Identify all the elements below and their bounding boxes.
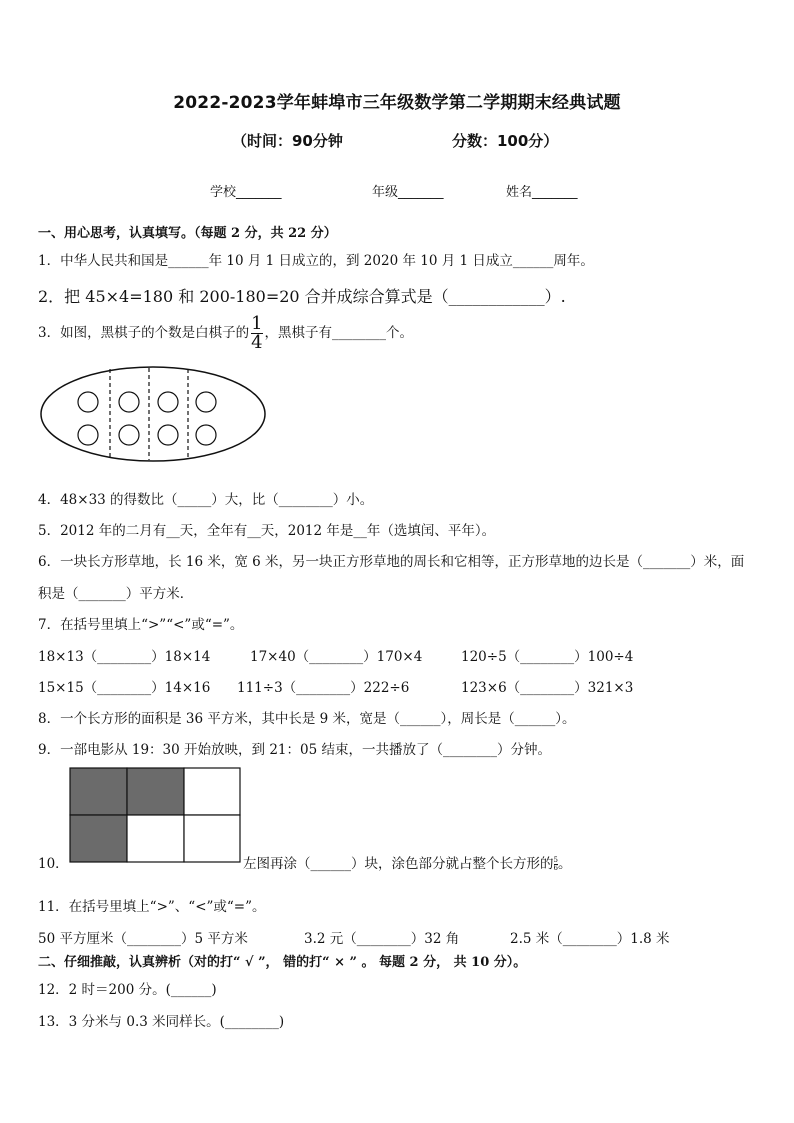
shaded-cell bbox=[127, 768, 184, 815]
rectangle-grid-figure bbox=[69, 767, 241, 863]
question-7: 7．在括号里填上“>”“<”或“=”。 bbox=[38, 617, 244, 633]
question-3 bbox=[38, 315, 413, 352]
compare-item: 120÷5（________）100÷4 bbox=[461, 649, 634, 665]
question-3-text: 3．如图，黑棋子的个数是白棋子的 bbox=[38, 325, 250, 341]
question-2: 2．把 45×4=180 和 200-180=20 合并成综合算式是（____________）. bbox=[38, 287, 566, 306]
grade-field: 年级_______ bbox=[372, 185, 444, 200]
question-6-line-1: 6．一块长方形草地，长 16 米，宽 6 米，另一块正方形草地的周长和它相等，正方形草地的边长是（_______）米，面 bbox=[38, 554, 745, 570]
question-3-blank: ，黑棋子有________个。 bbox=[264, 325, 414, 341]
question-13: 13．3 分米与 0.3 米同样长。(________) bbox=[38, 1014, 285, 1030]
fraction-five-sixths: $\frac{5}{6}$ bbox=[553, 856, 558, 872]
compare-item: 3.2 元（________）32 角 bbox=[304, 931, 460, 947]
question-1: 1．中华人民共和国是______年 10 月 1 日成立的，到 2020 年 10 月 1 日成立______周年。 bbox=[38, 253, 594, 269]
empty-cell bbox=[184, 768, 240, 815]
question-4: 4．48×33 的得数比（_____）大，比（________）小。 bbox=[38, 492, 374, 508]
question-9: 9．一部电影从 19：30 开始放映，到 21：05 结束，一共播放了（________）分钟。 bbox=[38, 742, 551, 758]
question-8: 8．一个长方形的面积是 36 平方米，其中长是 9 米，宽是（______），周长是（______）。 bbox=[38, 711, 576, 727]
empty-cell bbox=[127, 815, 184, 862]
empty-cell bbox=[184, 815, 240, 862]
chess-pieces-figure bbox=[38, 364, 268, 464]
question-6-line-2: 积是（_______）平方米． bbox=[38, 586, 194, 602]
compare-item: 2.5 米（________）1.8 米 bbox=[510, 931, 670, 947]
chess-piece bbox=[78, 392, 98, 412]
chess-piece bbox=[196, 425, 216, 445]
chess-piece bbox=[158, 392, 178, 412]
question-12: 12．2 时＝200 分。(______) bbox=[38, 982, 217, 998]
chess-piece bbox=[158, 425, 178, 445]
compare-item: 123×6（________）321×3 bbox=[461, 680, 634, 696]
school-field: 学校_______ bbox=[210, 185, 282, 200]
section-2-title: 二、仔细推敲，认真辨析（对的打“ √ ”， 错的打“ × ” 。 每题 2 分， 共 10 分）。 bbox=[38, 955, 527, 970]
chess-piece bbox=[119, 425, 139, 445]
question-11: 11．在括号里填上“>”、“<”或“=”。 bbox=[38, 899, 266, 915]
question-10-text: 左图再涂（______）块，涂色部分就占整个长方形的 bbox=[243, 856, 554, 872]
chess-piece bbox=[78, 425, 98, 445]
compare-item: 17×40（________）170×4 bbox=[250, 649, 423, 665]
compare-item: 15×15（________）14×16 bbox=[38, 680, 211, 696]
compare-item: 18×13（________）18×14 bbox=[38, 649, 211, 665]
page-title: 2022-2023学年蚌埠市三年级数学第二学期期末经典试题 bbox=[173, 93, 621, 113]
compare-item: 111÷3（________）222÷6 bbox=[237, 680, 410, 696]
fraction-one-quarter: $\frac{1}{4}$ bbox=[251, 313, 263, 353]
exam-score: 分数：100分） bbox=[452, 132, 559, 150]
compare-item: 50 平方厘米（________）5 平方米 bbox=[38, 931, 248, 947]
question-10-label: 10． bbox=[38, 856, 69, 872]
oval-outline bbox=[41, 367, 265, 461]
section-1-title: 一、用心思考，认真填写。（每题 2 分，共 22 分） bbox=[38, 226, 337, 241]
chess-piece bbox=[196, 392, 216, 412]
chess-piece bbox=[119, 392, 139, 412]
shaded-cell bbox=[70, 768, 127, 815]
exam-time: （时间：90分钟 bbox=[232, 132, 343, 150]
shaded-cell bbox=[70, 815, 127, 862]
name-field: 姓名_______ bbox=[506, 185, 578, 200]
question-10: 左图再涂（______）块，涂色部分就占整个长方形的$\frac{5}{6}$ 。 bbox=[243, 856, 572, 872]
question-5: 5．2012 年的二月有__天，全年有__天，2012 年是__年（选填闰、平年）。 bbox=[38, 523, 496, 539]
